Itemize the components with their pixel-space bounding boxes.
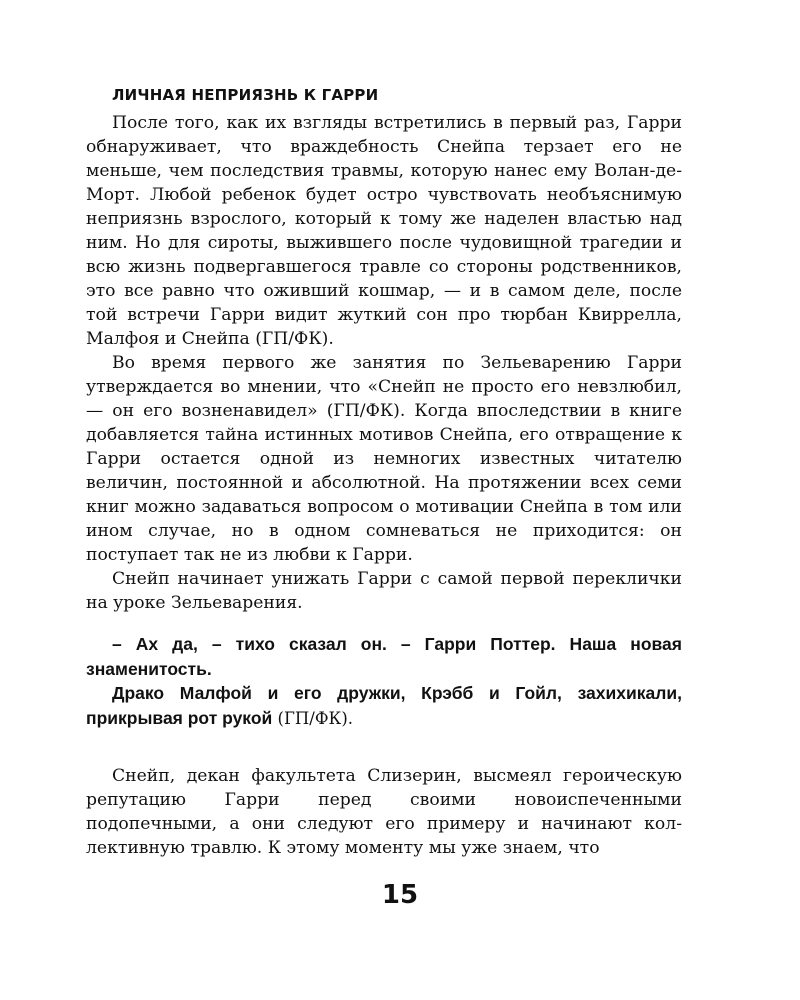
paragraph-3: Снейп начинает унижать Гарри с самой первой переклички на уроке Зельеварения. [86,569,682,613]
page-number: 15 [381,880,419,910]
quote-reference: (ГП/ФК). [272,708,354,728]
quote-line-1: – Ах да, – тихо сказал он. – Гарри Поттер. Наша новая знаменитость. [86,634,682,679]
spacer [86,731,682,764]
paragraph-1: После того, как их взгляды встретились в первый раз, Гарри обнаруживает, что враждебность Снейпа терзает его не меньше, чем последствия травмы, которую нанес ему Волан-де-Морт. Любой ребенок будет остро чувствоvать необъяснимую неприязнь взрослого, который к тому же наделен властью над ним. Но для сироты, выжившего после чудовищной трагедии и всю жизнь подвергавшегося травле со стороны родственников, это все равно что оживший кошмар, — и в самом деле, после той встречи Гарри видит жуткий сон про тюрбан Квиррелла, Малфоя и Снейпа (ГП/ФК). [86,113,682,349]
section-heading: ЛИЧНАЯ НЕПРИЯЗНЬ К ГАРРИ [112,86,379,104]
quote-line-2-text: Драко Малфой и его дружки, Крэбб и Гойл, захихикали, прикрывая рот рукой [86,683,682,728]
quote-block [86,632,682,731]
quote-line-2 [86,681,682,731]
paragraph-2: Во время первого же занятия по Зельеварению Гарри утверждается во мнении, что «Снейп не просто его невзлюбил, — он его возненавидел» (ГП/ФК). Когда впоследствии в книге добавляется тайна истинных мотивов Снейпа, его отвращение к Гарри остается одной из немногих известных читателю величин, постоянной и абсолютной. На протяжении всех семи книг можно задаваться вопросом о мотивации Снейпа в том или ином случае, но в одном сомневаться не приходится: он поступает так не из любви к Гарри. [86,353,682,565]
spacer [86,615,682,632]
paragraph-4: Снейп, декан факультета Слизерин, высмеял героическую репутацию Гарри перед своими новоиспеченными подопечными, а они следуют его примеру и начинают коллективную травлю. К этому моменту мы уже знаем, что [86,766,682,858]
page-content [86,84,682,860]
